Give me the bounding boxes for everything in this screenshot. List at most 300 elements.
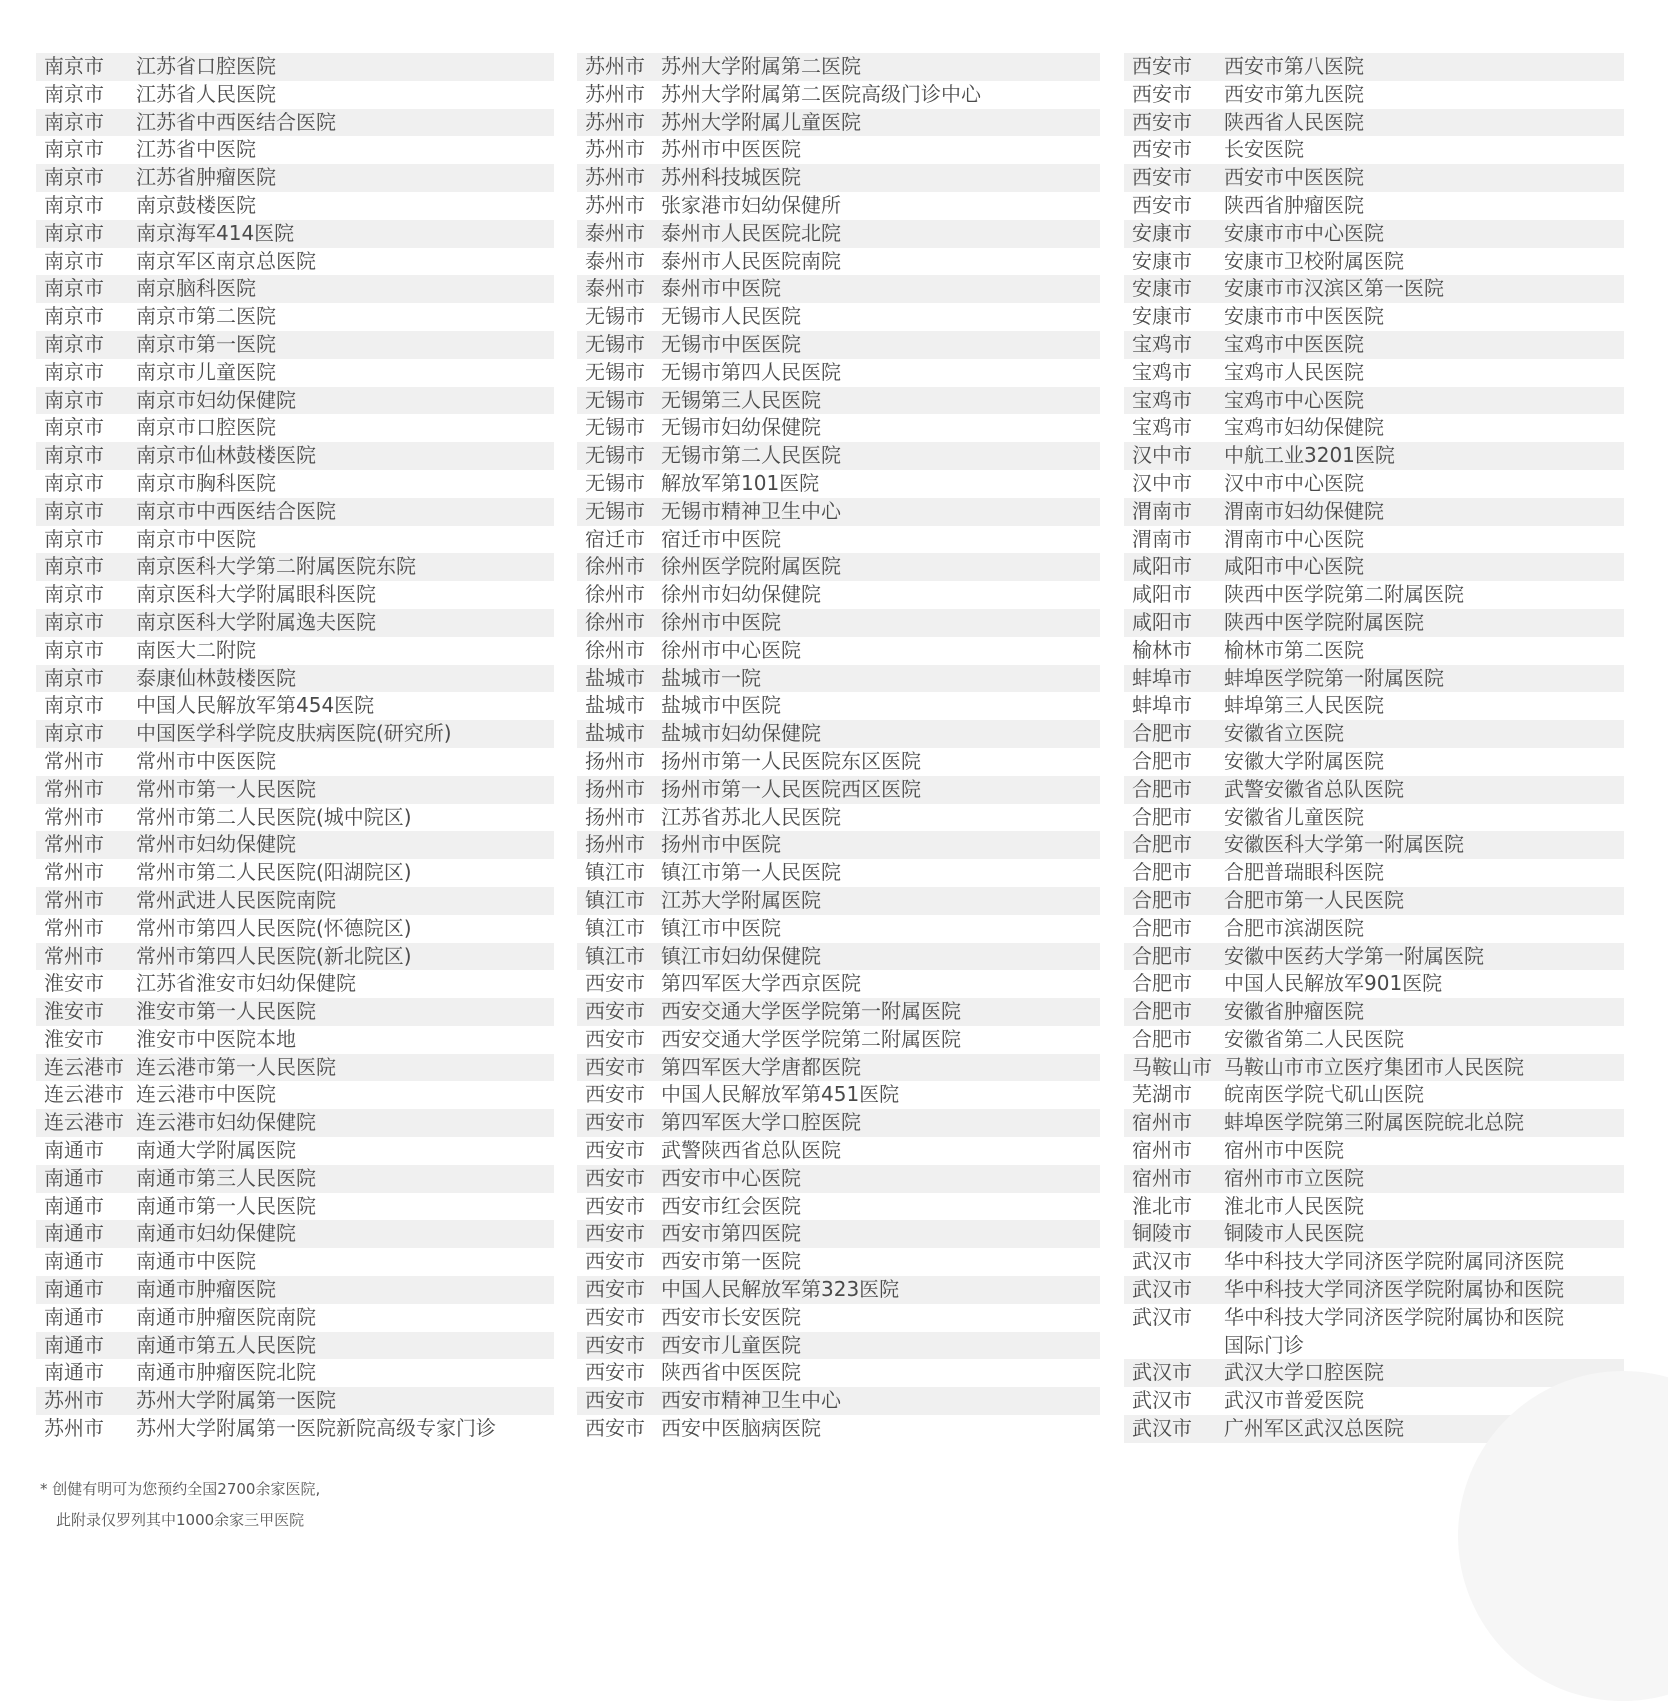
table-row: [577, 804, 1100, 832]
table-row: [36, 1276, 554, 1304]
city-cell: 西安市: [585, 999, 645, 1024]
city-cell: 南京市: [44, 582, 104, 607]
hospital-name-cell: 南京市第一医院: [136, 331, 276, 356]
hospital-name-cell: 南京市仙林鼓楼医院: [136, 443, 316, 468]
table-row: [1124, 1109, 1624, 1137]
city-cell: 苏州市: [585, 109, 645, 134]
hospital-name-cell: 西安市儿童医院: [661, 1332, 801, 1357]
hospital-name-cell: 第四军医大学唐都医院: [661, 1054, 861, 1079]
table-row: [577, 1026, 1100, 1054]
hospital-name-cell: 宿州市市立医院: [1224, 1165, 1364, 1190]
table-row: [1124, 859, 1624, 887]
table-row: [36, 804, 554, 832]
table-row: [1124, 609, 1624, 637]
hospital-name-cell: 安徽大学附属医院: [1224, 748, 1384, 773]
hospital-name-cell: 江苏省淮安市妇幼保健院: [136, 971, 356, 996]
city-cell: 西安市: [585, 1054, 645, 1079]
hospital-list-column-2: [577, 53, 1100, 1443]
hospital-name-cell: 连云港市中医院: [136, 1082, 276, 1107]
table-row: [1124, 804, 1624, 832]
city-cell: 榆林市: [1132, 637, 1192, 662]
table-row: [577, 553, 1100, 581]
city-cell: 镇江市: [585, 915, 645, 940]
city-cell: 西安市: [585, 1304, 645, 1329]
table-row: [36, 1081, 554, 1109]
table-row: [36, 359, 554, 387]
hospital-name-cell: 南京市第二医院: [136, 304, 276, 329]
city-cell: 合肥市: [1132, 1026, 1192, 1051]
city-cell: 无锡市: [585, 359, 645, 384]
city-cell: 宿州市: [1132, 1138, 1192, 1163]
table-row: [1124, 81, 1624, 109]
hospital-name-cell: 中国人民解放军第451医院: [661, 1082, 900, 1107]
table-row: [577, 303, 1100, 331]
table-row: [36, 943, 554, 971]
hospital-name-cell: 榆林市第二医院: [1224, 637, 1364, 662]
table-row: [577, 359, 1100, 387]
city-cell: 安康市: [1132, 304, 1192, 329]
city-cell: 苏州市: [585, 81, 645, 106]
hospital-name-cell: 常州武进人民医院南院: [136, 887, 336, 912]
table-row: [36, 776, 554, 804]
table-row: [36, 192, 554, 220]
table-row: [36, 665, 554, 693]
city-cell: 西安市: [1132, 137, 1192, 162]
city-cell: 合肥市: [1132, 915, 1192, 940]
table-row: [36, 275, 554, 303]
table-row: [577, 1276, 1100, 1304]
city-cell: 西安市: [1132, 109, 1192, 134]
hospital-name-cell: 连云港市妇幼保健院: [136, 1110, 316, 1135]
hospital-name-cell: 徐州市中心医院: [661, 637, 801, 662]
table-row: [577, 442, 1100, 470]
table-row: [577, 1165, 1100, 1193]
city-cell: 西安市: [585, 1332, 645, 1357]
city-cell: 南京市: [44, 276, 104, 301]
city-cell: 南京市: [44, 415, 104, 440]
table-row: [1124, 1193, 1624, 1221]
hospital-name-cell: 南京市儿童医院: [136, 359, 276, 384]
city-cell: 常州市: [44, 887, 104, 912]
hospital-name-cell: 皖南医学院弋矶山医院: [1224, 1082, 1424, 1107]
table-row: [1124, 581, 1624, 609]
city-cell: 苏州市: [585, 137, 645, 162]
city-cell: 淮安市: [44, 1026, 104, 1051]
table-row: [577, 859, 1100, 887]
table-row: [36, 498, 554, 526]
hospital-name-cell: 江苏省苏北人民医院: [661, 804, 841, 829]
hospital-name-cell: 西安市中心医院: [661, 1165, 801, 1190]
hospital-name-cell: 南京市妇幼保健院: [136, 387, 296, 412]
city-cell: 泰州市: [585, 220, 645, 245]
hospital-name-cell: 徐州市妇幼保健院: [661, 582, 821, 607]
table-row: [36, 1137, 554, 1165]
city-cell: 无锡市: [585, 304, 645, 329]
hospital-name-cell: 西安交通大学医学院第二附属医院: [661, 1026, 961, 1051]
city-cell: 西安市: [585, 1277, 645, 1302]
table-row: [1124, 303, 1624, 331]
table-row: [577, 220, 1100, 248]
hospital-name-cell: 泰州市人民医院北院: [661, 220, 841, 245]
footnote-line-1: * 创健有明可为您预约全国2700余家医院,: [40, 1480, 321, 1498]
table-row: [1124, 136, 1624, 164]
hospital-name-cell: 长安医院: [1224, 137, 1304, 162]
city-cell: 南京市: [44, 192, 104, 217]
table-row: [1124, 1054, 1624, 1082]
city-cell: 连云港市: [44, 1054, 124, 1079]
table-row: [36, 1359, 554, 1387]
hospital-name-cell: 南通市第三人民医院: [136, 1165, 316, 1190]
hospital-name-cell: 西安中医脑病医院: [661, 1416, 821, 1441]
city-cell: 泰州市: [585, 276, 645, 301]
hospital-name-cell: 张家港市妇幼保健所: [661, 192, 841, 217]
city-cell: 汉中市: [1132, 470, 1192, 495]
city-cell: 合肥市: [1132, 860, 1192, 885]
city-cell: 泰州市: [585, 248, 645, 273]
city-cell: 渭南市: [1132, 498, 1192, 523]
city-cell: 南通市: [44, 1193, 104, 1218]
table-row: [577, 998, 1100, 1026]
city-cell: 合肥市: [1132, 999, 1192, 1024]
table-row: [1124, 1359, 1624, 1387]
hospital-name-cell: 扬州市第一人民医院东区医院: [661, 748, 921, 773]
table-row: [577, 748, 1100, 776]
table-row: [577, 1332, 1100, 1360]
table-row: [577, 637, 1100, 665]
city-cell: 苏州市: [585, 192, 645, 217]
city-cell: 武汉市: [1132, 1360, 1192, 1385]
hospital-name-cell: 宝鸡市人民医院: [1224, 359, 1364, 384]
table-row: [577, 609, 1100, 637]
hospital-name-cell: 南通市中医院: [136, 1249, 256, 1274]
hospital-name-cell: 西安市红会医院: [661, 1193, 801, 1218]
city-cell: 合肥市: [1132, 971, 1192, 996]
city-cell: 盐城市: [585, 693, 645, 718]
city-cell: 西安市: [585, 1082, 645, 1107]
hospital-name-cell: 南京医科大学第二附属医院东院: [136, 554, 416, 579]
table-row: [1124, 943, 1624, 971]
hospital-name-cell: 苏州大学附属第一医院: [136, 1388, 336, 1413]
table-row: [577, 665, 1100, 693]
table-row: [36, 915, 554, 943]
hospital-name-cell: 江苏省中西医结合医院: [136, 109, 336, 134]
city-cell: 宝鸡市: [1132, 387, 1192, 412]
city-cell: 西安市: [585, 1110, 645, 1135]
city-cell: 镇江市: [585, 887, 645, 912]
city-cell: 扬州市: [585, 804, 645, 829]
hospital-name-cell: 常州市中医医院: [136, 748, 276, 773]
table-row: [577, 498, 1100, 526]
hospital-name-cell: 连云港市第一人民医院: [136, 1054, 336, 1079]
table-row: [1124, 220, 1624, 248]
hospital-name-cell: 南通市肿瘤医院南院: [136, 1304, 316, 1329]
city-cell: 扬州市: [585, 748, 645, 773]
hospital-name-cell: 南京医科大学附属眼科医院: [136, 582, 376, 607]
table-row: [577, 720, 1100, 748]
hospital-name-cell: 蚌埠医学院第一附属医院: [1224, 665, 1444, 690]
city-cell: 西安市: [1132, 192, 1192, 217]
table-row: [36, 1193, 554, 1221]
table-row: [36, 720, 554, 748]
hospital-name-cell: 泰州市中医院: [661, 276, 781, 301]
table-row: [36, 1165, 554, 1193]
city-cell: 南京市: [44, 248, 104, 273]
table-row: [36, 331, 554, 359]
table-row: [36, 414, 554, 442]
hospital-name-cell: 苏州科技城医院: [661, 165, 801, 190]
city-cell: 南京市: [44, 637, 104, 662]
table-row: [1124, 1248, 1624, 1276]
city-cell: 南京市: [44, 470, 104, 495]
hospital-name-cell: 武汉市普爱医院: [1224, 1388, 1364, 1413]
city-cell: 安康市: [1132, 220, 1192, 245]
city-cell: 合肥市: [1132, 887, 1192, 912]
hospital-name-cell: 合肥市第一人民医院: [1224, 887, 1404, 912]
hospital-name-cell: 无锡市人民医院: [661, 304, 801, 329]
hospital-name-cell: 宝鸡市中心医院: [1224, 387, 1364, 412]
hospital-name-cell: 苏州大学附属第一医院新院高级专家门诊: [136, 1416, 496, 1441]
table-row: [577, 81, 1100, 109]
city-cell: 南京市: [44, 443, 104, 468]
table-row: [1124, 831, 1624, 859]
hospital-name-cell: 盐城市妇幼保健院: [661, 721, 821, 746]
table-row: [1124, 192, 1624, 220]
city-cell: 南京市: [44, 109, 104, 134]
hospital-name-cell: 武汉大学口腔医院: [1224, 1360, 1384, 1385]
table-row: [1124, 692, 1624, 720]
hospital-list-column-1: [36, 53, 554, 1443]
hospital-name-cell: 中国医学科学院皮肤病医院(研究所): [136, 721, 452, 746]
table-row: [1124, 887, 1624, 915]
table-row: [36, 1332, 554, 1360]
table-row: [1124, 970, 1624, 998]
hospital-name-cell: 盐城市一院: [661, 665, 761, 690]
hospital-name-cell: 徐州医学院附属医院: [661, 554, 841, 579]
hospital-name-cell: 安康市市中心医院: [1224, 220, 1384, 245]
hospital-name-cell: 陕西省中医医院: [661, 1360, 801, 1385]
city-cell: 苏州市: [585, 165, 645, 190]
city-cell: 蚌埠市: [1132, 665, 1192, 690]
city-cell: 徐州市: [585, 637, 645, 662]
table-row: [577, 136, 1100, 164]
table-row: [36, 136, 554, 164]
hospital-name-cell: 苏州大学附属第二医院: [661, 54, 861, 78]
table-row: [577, 53, 1100, 81]
city-cell: 铜陵市: [1132, 1221, 1192, 1246]
hospital-name-cell: 无锡市精神卫生中心: [661, 498, 841, 523]
table-row: [1124, 331, 1624, 359]
table-row: [1124, 998, 1624, 1026]
hospital-name-cell: 泰州市人民医院南院: [661, 248, 841, 273]
city-cell: 合肥市: [1132, 721, 1192, 746]
hospital-name-cell: 宿迁市中医院: [661, 526, 781, 551]
hospital-name-cell: 常州市第一人民医院: [136, 776, 316, 801]
hospital-name-cell: 合肥市滨湖医院: [1224, 915, 1364, 940]
hospital-name-cell: 苏州市中医医院: [661, 137, 801, 162]
table-row: [577, 1248, 1100, 1276]
city-cell: 徐州市: [585, 554, 645, 579]
city-cell: 西安市: [1132, 81, 1192, 106]
city-cell: 常州市: [44, 804, 104, 829]
table-row: [1124, 275, 1624, 303]
table-row: [36, 692, 554, 720]
hospital-name-cell: 宝鸡市妇幼保健院: [1224, 415, 1384, 440]
hospital-name-cell: 江苏省肿瘤医院: [136, 165, 276, 190]
footnote: [40, 1474, 320, 1536]
hospital-name-cell: 淮安市中医院本地: [136, 1026, 296, 1051]
hospital-name-cell: 西安市第一医院: [661, 1249, 801, 1274]
hospital-name-cell: 陕西省肿瘤医院: [1224, 192, 1364, 217]
hospital-name-cell: 无锡市妇幼保健院: [661, 415, 821, 440]
table-row: [1124, 915, 1624, 943]
hospital-name-cell: 武警安徽省总队医院: [1224, 776, 1404, 801]
hospital-name-cell: 中国人民解放军第454医院: [136, 693, 375, 718]
table-row: [36, 1415, 554, 1443]
table-row: [577, 776, 1100, 804]
city-cell: 盐城市: [585, 721, 645, 746]
city-cell: 南通市: [44, 1304, 104, 1329]
table-row: [577, 331, 1100, 359]
table-row: [36, 1387, 554, 1415]
table-row: [36, 303, 554, 331]
city-cell: 南京市: [44, 721, 104, 746]
city-cell: 苏州市: [44, 1416, 104, 1441]
hospital-name-cell: 第四军医大学口腔医院: [661, 1110, 861, 1135]
hospital-name-cell: 华中科技大学同济医学院附属同济医院: [1224, 1249, 1564, 1274]
city-cell: 无锡市: [585, 415, 645, 440]
hospital-name-cell: 江苏大学附属医院: [661, 887, 821, 912]
hospital-name-cell: 南通大学附属医院: [136, 1138, 296, 1163]
hospital-name-cell: 镇江市妇幼保健院: [661, 943, 821, 968]
city-cell: 南京市: [44, 359, 104, 384]
city-cell: 无锡市: [585, 443, 645, 468]
city-cell: 宿迁市: [585, 526, 645, 551]
hospital-name-cell: 镇江市中医院: [661, 915, 781, 940]
hospital-name-cell: 安康市市中医医院: [1224, 304, 1384, 329]
table-row: [36, 81, 554, 109]
hospital-name-cell: 陕西中医学院附属医院: [1224, 609, 1424, 634]
table-row: [36, 53, 554, 81]
hospital-name-cell: 西安市第四医院: [661, 1221, 801, 1246]
table-row: [36, 553, 554, 581]
city-cell: 安康市: [1132, 276, 1192, 301]
city-cell: 南通市: [44, 1249, 104, 1274]
hospital-name-cell: 安康市卫校附属医院: [1224, 248, 1404, 273]
hospital-name-cell: 苏州大学附属儿童医院: [661, 109, 861, 134]
city-cell: 南京市: [44, 526, 104, 551]
city-cell: 徐州市: [585, 582, 645, 607]
city-cell: 蚌埠市: [1132, 693, 1192, 718]
hospital-name-cell: 无锡市中医医院: [661, 331, 801, 356]
hospital-name-cell: 中国人民解放军901医院: [1224, 971, 1443, 996]
city-cell: 常州市: [44, 915, 104, 940]
table-row: [36, 164, 554, 192]
city-cell: 宿州市: [1132, 1165, 1192, 1190]
city-cell: 武汉市: [1132, 1249, 1192, 1274]
city-cell: 西安市: [585, 1360, 645, 1385]
table-row: [577, 1304, 1100, 1332]
hospital-name-cell: 中国人民解放军第323医院: [661, 1277, 900, 1302]
city-cell: 西安市: [585, 1026, 645, 1051]
table-row: [577, 887, 1100, 915]
table-row: [577, 1359, 1100, 1387]
hospital-name-cell: 安康市市汉滨区第一医院: [1224, 276, 1444, 301]
hospital-name-cell: 宿州市中医院: [1224, 1138, 1344, 1163]
city-cell: 南京市: [44, 665, 104, 690]
hospital-name-cell: 陕西省人民医院: [1224, 109, 1364, 134]
hospital-name-cell: 南京市口腔医院: [136, 415, 276, 440]
city-cell: 西安市: [1132, 165, 1192, 190]
hospital-name-cell: 安徽省儿童医院: [1224, 804, 1364, 829]
city-cell: 南京市: [44, 609, 104, 634]
city-cell: 南京市: [44, 498, 104, 523]
city-cell: 南京市: [44, 693, 104, 718]
table-row: [36, 998, 554, 1026]
table-row: [36, 1054, 554, 1082]
table-row: [36, 1220, 554, 1248]
city-cell: 马鞍山市: [1132, 1054, 1212, 1079]
hospital-name-cell: 西安市长安医院: [661, 1304, 801, 1329]
hospital-name-cell: 咸阳市中心医院: [1224, 554, 1364, 579]
city-cell: 合肥市: [1132, 776, 1192, 801]
hospital-name-cell: 南京脑科医院: [136, 276, 256, 301]
hospital-name-cell: 宝鸡市中医医院: [1224, 331, 1364, 356]
hospital-name-cell: 常州市第二人民医院(阳湖院区): [136, 860, 412, 885]
city-cell: 南京市: [44, 331, 104, 356]
city-cell: 合肥市: [1132, 748, 1192, 773]
table-row: [577, 692, 1100, 720]
table-row: [577, 1137, 1100, 1165]
hospital-list-column-3: [1124, 53, 1624, 1443]
table-row: [1124, 248, 1624, 276]
city-cell: 西安市: [1132, 54, 1192, 78]
hospital-name-cell: 西安市精神卫生中心: [661, 1388, 841, 1413]
hospital-name-cell: 第四军医大学西京医院: [661, 971, 861, 996]
hospital-name-cell: 蚌埠医学院第三附属医院皖北总院: [1224, 1110, 1524, 1135]
city-cell: 常州市: [44, 748, 104, 773]
city-cell: 镇江市: [585, 860, 645, 885]
table-row: [1124, 776, 1624, 804]
hospital-name-cell: 蚌埠第三人民医院: [1224, 693, 1384, 718]
hospital-name-cell: 南通市肿瘤医院: [136, 1277, 276, 1302]
city-cell: 西安市: [585, 1193, 645, 1218]
city-cell: 咸阳市: [1132, 609, 1192, 634]
hospital-name-cell: 南京军区南京总医院: [136, 248, 316, 273]
city-cell: 盐城市: [585, 665, 645, 690]
table-row: [36, 387, 554, 415]
table-row: [577, 1415, 1100, 1443]
hospital-name-cell: 无锡市第四人民医院: [661, 359, 841, 384]
table-row: [577, 1081, 1100, 1109]
city-cell: 武汉市: [1132, 1416, 1192, 1441]
city-cell: 芜湖市: [1132, 1082, 1192, 1107]
city-cell: 南京市: [44, 304, 104, 329]
table-row: [1124, 1304, 1624, 1360]
hospital-name-cell: 常州市第四人民医院(怀德院区): [136, 915, 412, 940]
city-cell: 南京市: [44, 554, 104, 579]
hospital-name-cell: 铜陵市人民医院: [1224, 1221, 1364, 1246]
hospital-name-cell: 华中科技大学同济医学院附属协和医院 国际门诊: [1224, 1304, 1564, 1357]
city-cell: 南京市: [44, 165, 104, 190]
city-cell: 安康市: [1132, 248, 1192, 273]
city-cell: 西安市: [585, 1221, 645, 1246]
city-cell: 南通市: [44, 1138, 104, 1163]
city-cell: 连云港市: [44, 1110, 124, 1135]
table-row: [36, 1248, 554, 1276]
table-row: [1124, 442, 1624, 470]
table-row: [36, 887, 554, 915]
hospital-name-cell: 马鞍山市市立医疗集团市人民医院: [1224, 1054, 1524, 1079]
